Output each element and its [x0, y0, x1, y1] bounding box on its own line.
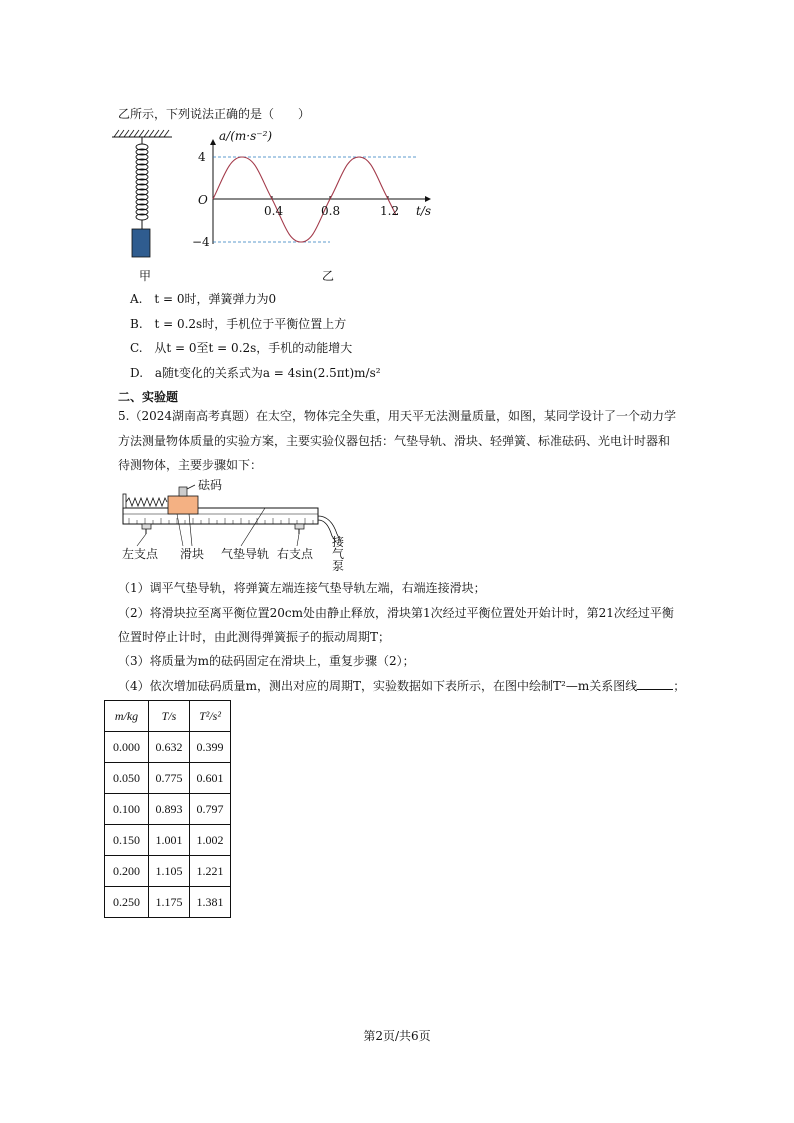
q5-intro-line3: 待测物体，主要步骤如下：	[118, 458, 263, 472]
pump-label-3: 泵	[332, 559, 345, 573]
data-table	[104, 700, 231, 918]
table-cell: 0.601	[190, 763, 231, 794]
option-d[interactable]	[130, 365, 381, 381]
q5-intro-line2: 方法测量物体质量的实验方案，主要实验仪器包括：气垫导轨、滑块、轻弹簧、标准砝码、光电计时器和	[118, 434, 671, 448]
table-row	[105, 856, 231, 887]
option-d-text: a随t变化的关系式为a = 4sin(2.5πt)m/s²	[154, 366, 381, 380]
option-c[interactable]	[130, 340, 352, 356]
pump-label-1: 接	[332, 535, 345, 549]
table-cell: 0.000	[105, 732, 149, 763]
page-footer: 第2页/共6页	[363, 1029, 431, 1043]
weight-label: 砝码	[198, 478, 223, 492]
slider-block	[168, 496, 198, 514]
option-a-text: t = 0时，弹簧弹力为0	[154, 292, 277, 306]
option-b-letter: B.	[130, 317, 143, 331]
table-cell: 1.105	[149, 856, 190, 887]
graph-xtick-12: 1.2	[380, 204, 400, 218]
table-row	[105, 825, 231, 856]
section-title: 二、实验题	[118, 390, 179, 404]
air-track-label: 气垫导轨	[221, 547, 270, 561]
header-T2: T²/s²	[190, 701, 231, 732]
table-cell: 0.150	[105, 825, 149, 856]
table-cell: 0.100	[105, 794, 149, 825]
table-cell: 1.001	[149, 825, 190, 856]
right-support-label: 右支点	[277, 547, 314, 561]
table-row	[105, 732, 231, 763]
step-4-text: （4）依次增加砝码质量m，测出对应的周期T，实验数据如下表所示，在图中绘制T²—m关系图线	[118, 679, 638, 693]
table-cell: 0.399	[190, 732, 231, 763]
table-row	[105, 794, 231, 825]
table-cell: 0.200	[105, 856, 149, 887]
acceleration-graph	[190, 128, 440, 253]
graph-ytick-4: 4	[198, 150, 206, 164]
spring-figure	[110, 128, 180, 278]
left-support-label: 左支点	[122, 547, 159, 561]
question-stem: 乙所示，下列说法正确的是（ ）	[118, 107, 311, 121]
header-T: T/s	[149, 701, 190, 732]
table-header-row	[105, 701, 231, 732]
pump-label-2: 气	[332, 547, 345, 561]
step-4-end: ；	[673, 679, 686, 693]
table-cell: 1.381	[190, 887, 231, 918]
table-row	[105, 763, 231, 794]
option-c-text: 从t = 0至t = 0.2s，手机的动能增大	[154, 341, 353, 355]
table-cell: 0.632	[149, 732, 190, 763]
option-a-letter: A.	[130, 292, 143, 306]
table-cell: 0.893	[149, 794, 190, 825]
graph-ylabel: a/(m·s⁻²)	[219, 129, 273, 143]
option-a[interactable]	[130, 291, 276, 307]
option-b-text: t = 0.2s时，手机位于平衡位置上方	[154, 317, 347, 331]
figure-label-jia: 甲	[139, 269, 152, 283]
q5-intro-line1: 5.（2024湖南高考真题）在太空，物体完全失重，用天平无法测量质量，如图，某同学设计了一个动力学	[118, 409, 676, 423]
step-1: （1）调平气垫导轨，将弹簧左端连接气垫导轨左端，右端连接滑块；	[118, 581, 486, 595]
graph-ytick-neg4: −4	[192, 235, 210, 249]
graph-xtick-04: 0.4	[264, 204, 284, 218]
step-2-line2: 位置时停止计时，由此测得弹簧振子的振动周期T；	[118, 630, 391, 644]
table-cell: 0.775	[149, 763, 190, 794]
table-cell: 1.221	[190, 856, 231, 887]
table-cell: 1.175	[149, 887, 190, 918]
header-m: m/kg	[105, 701, 149, 732]
table-cell: 1.002	[190, 825, 231, 856]
graph-xtick-08: 0.8	[321, 204, 341, 218]
graph-origin: O	[198, 193, 208, 207]
slider-label: 滑块	[180, 547, 205, 561]
option-d-letter: D.	[130, 366, 144, 380]
option-c-letter: C.	[130, 341, 143, 355]
table-cell: 0.250	[105, 887, 149, 918]
step-4	[118, 677, 685, 694]
graph-xlabel: t/s	[416, 204, 432, 218]
table-cell: 0.050	[105, 763, 149, 794]
option-b[interactable]	[130, 316, 346, 332]
step-2-line1: （2）将滑块拉至离平衡位置20cm处由静止释放，滑块第1次经过平衡位置处开始计时，第21次经过平衡	[118, 606, 674, 620]
phone-block	[132, 229, 150, 257]
step-3: （3）将质量为m的砝码固定在滑块上，重复步骤（2）；	[118, 654, 415, 668]
table-row	[105, 887, 231, 918]
figure-label-yi: 乙	[322, 269, 335, 283]
answer-blank[interactable]	[637, 677, 673, 690]
table-cell: 0.797	[190, 794, 231, 825]
